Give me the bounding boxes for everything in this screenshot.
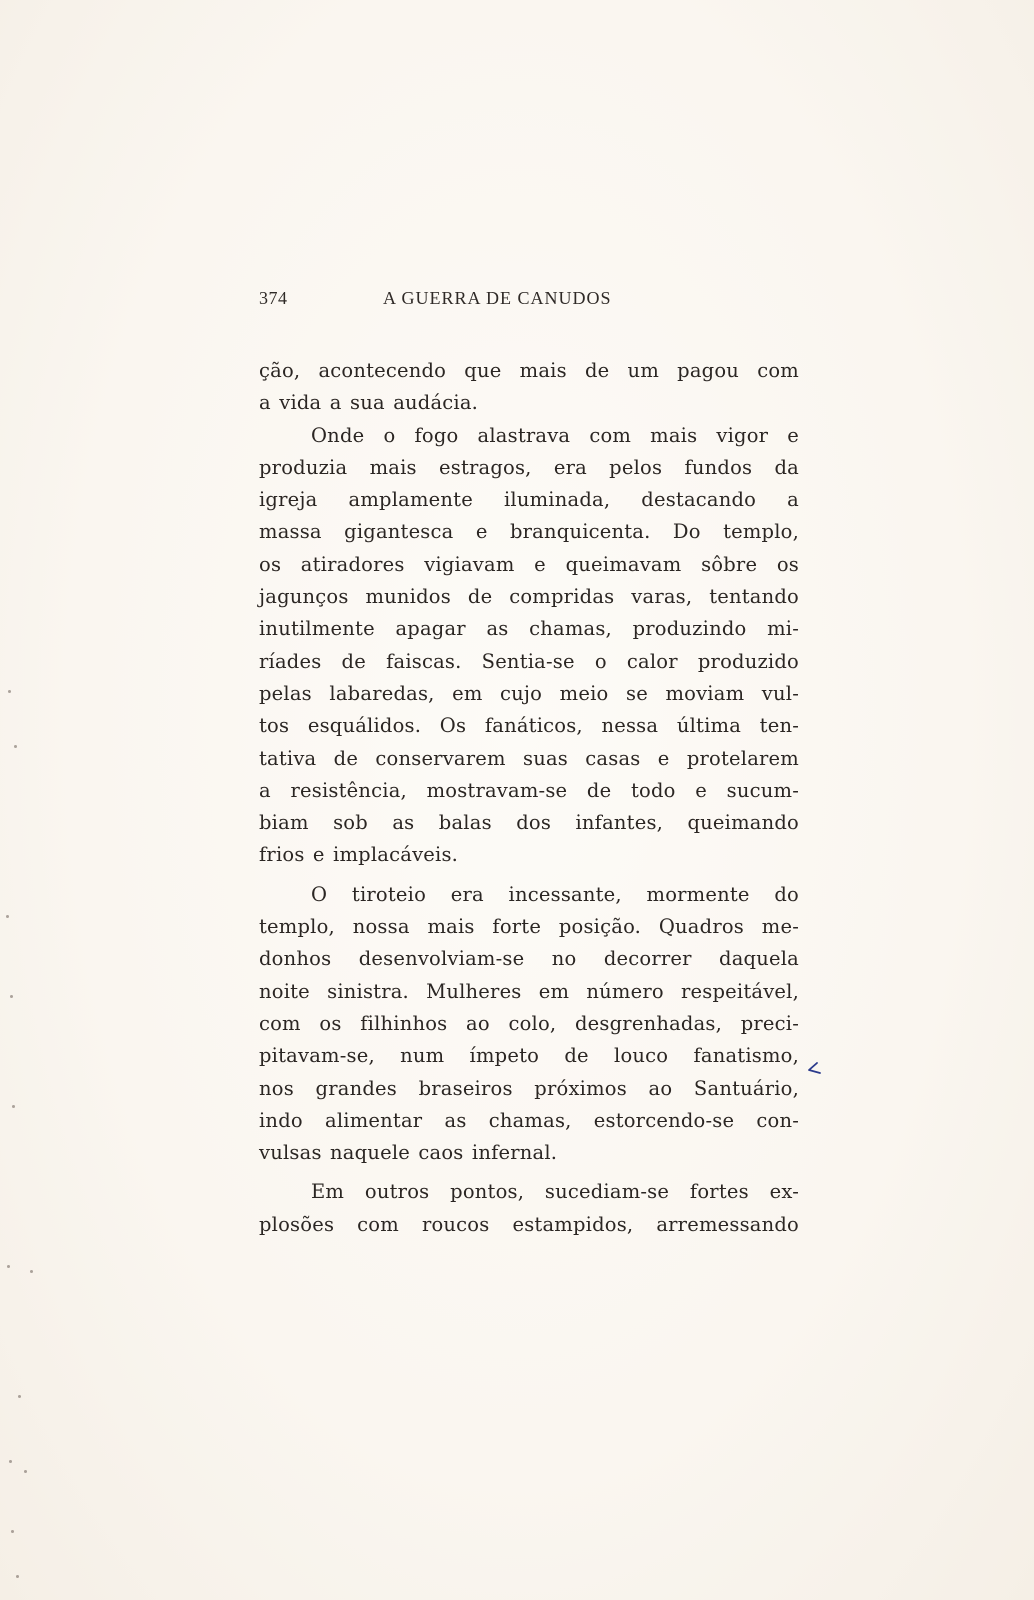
- text-line: tativa de conservarem suas casas e protelarem: [259, 746, 799, 770]
- pen-check-mark-icon: [804, 1060, 824, 1080]
- paper-speck: [14, 745, 17, 748]
- body-text: [259, 355, 799, 1241]
- text-line: biam sob as balas dos infantes, queimando: [259, 811, 799, 835]
- text-line: O tiroteio era incessante, mormente do: [311, 882, 799, 906]
- paper-speck: [9, 1460, 12, 1463]
- running-title: A GUERRA DE CANUDOS: [383, 288, 612, 308]
- paper-speck: [8, 690, 11, 693]
- text-line: inutilmente apagar as chamas, produzindo mi-: [259, 617, 799, 641]
- paragraph-4: [259, 1176, 799, 1241]
- paragraph-2: [259, 420, 799, 872]
- text-line: tos esquálidos. Os fanáticos, nessa última ten-: [259, 714, 799, 738]
- paper-speck: [11, 1530, 14, 1533]
- text-line: frios e implacáveis.: [259, 843, 459, 867]
- text-line: Onde o fogo alastrava com mais vigor e: [311, 423, 799, 447]
- paper-speck: [18, 1395, 21, 1398]
- text-line: a vida a sua audácia.: [259, 391, 479, 415]
- page-number: 374: [259, 288, 288, 308]
- text-line: os atiradores vigiavam e queimavam sôbre os: [259, 552, 799, 576]
- text-line: jagunços munidos de compridas varas, tentando: [259, 585, 799, 609]
- running-head: [259, 288, 799, 318]
- text-line: igreja amplamente iluminada, destacando a: [259, 488, 799, 512]
- paper-speck: [12, 1105, 15, 1108]
- text-line: nos grandes braseiros próximos ao Santuário,: [259, 1076, 799, 1100]
- text-line: pelas labaredas, em cujo meio se moviam vul-: [259, 681, 799, 705]
- paper-speck: [30, 1270, 33, 1273]
- text-line: vulsas naquele caos infernal.: [259, 1141, 558, 1165]
- text-line: pitavam-se, num ímpeto de louco fanatismo,: [259, 1044, 799, 1068]
- paper-speck: [7, 1265, 10, 1268]
- text-line: donhos desenvolviam-se no decorrer daquela: [259, 947, 799, 971]
- text-line: indo alimentar as chamas, estorcendo-se con-: [259, 1108, 799, 1132]
- paragraph-spacing: [259, 872, 799, 879]
- text-line: ríades de faiscas. Sentia-se o calor produzido: [259, 649, 799, 673]
- paper-speck: [24, 1470, 27, 1473]
- text-line: com os filhinhos ao colo, desgrenhadas, preci-: [259, 1011, 799, 1035]
- text-line: plosões com roucos estampidos, arremessando: [259, 1212, 799, 1236]
- text-line: a resistência, mostravam-se de todo e sucum-: [259, 778, 799, 802]
- paragraph-3: [259, 879, 799, 1170]
- paragraph-spacing: [259, 1169, 799, 1176]
- text-line: Em outros pontos, sucediam-se fortes ex-: [311, 1180, 799, 1204]
- text-line: templo, nossa mais forte posição. Quadros me-: [259, 915, 799, 939]
- text-line: ção, acontecendo que mais de um pagou com: [259, 359, 799, 382]
- paragraph-1: [259, 355, 799, 420]
- paper-speck: [16, 1575, 19, 1578]
- paper-speck: [6, 915, 9, 918]
- text-line: produzia mais estragos, era pelos fundos da: [259, 455, 799, 479]
- paper-speck: [10, 995, 13, 998]
- text-line: massa gigantesca e branquicenta. Do templo,: [259, 520, 799, 544]
- text-line: noite sinistra. Mulheres em número respeitável,: [259, 979, 799, 1003]
